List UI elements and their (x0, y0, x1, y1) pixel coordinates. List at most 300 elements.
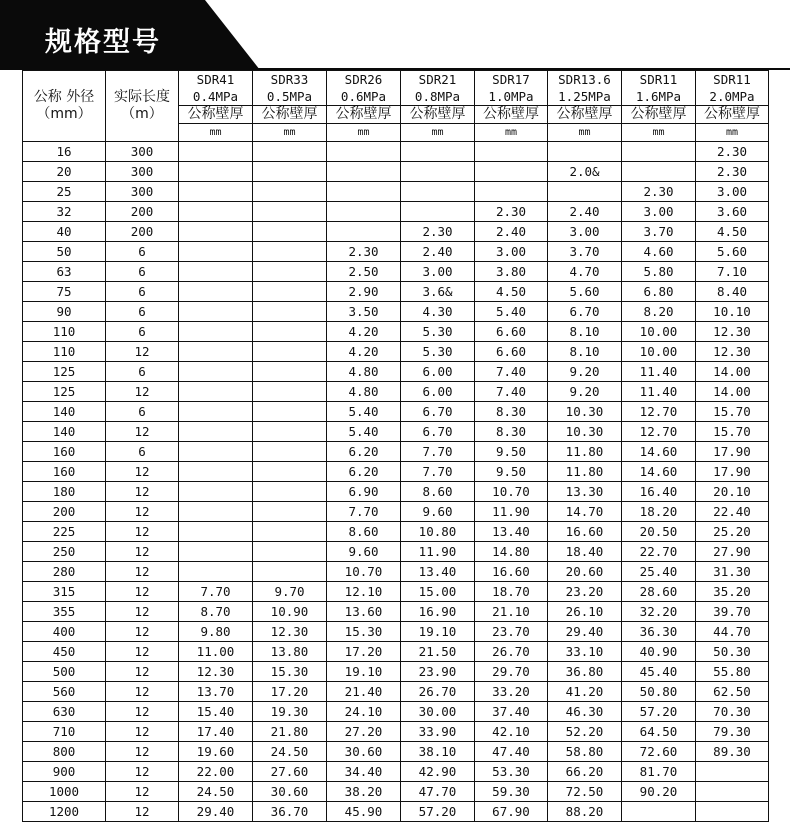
table-row (23, 722, 769, 742)
cell-sdr13-6: 41.20 (548, 682, 622, 702)
sdr-name: SDR41 (196, 72, 235, 87)
header-unit-mm: mm (475, 124, 548, 142)
cell-sdr13-6: 6.70 (548, 302, 622, 322)
table-row (23, 782, 769, 802)
sdr-name: SDR17 (492, 72, 530, 87)
cell-sdr33 (253, 522, 327, 542)
cell-sdr41: 22.00 (179, 762, 253, 782)
cell-outer-diameter: 560 (23, 682, 106, 702)
cell-sdr17: 8.30 (475, 402, 548, 422)
cell-sdr13-6: 46.30 (548, 702, 622, 722)
cell-sdr26 (327, 222, 401, 242)
header-od-unit: （mm） (36, 106, 92, 122)
cell-sdr21: 33.90 (401, 722, 475, 742)
cell-sdr11-2-0: 12.30 (696, 342, 769, 362)
cell-length: 12 (106, 802, 179, 822)
table-row (23, 282, 769, 302)
cell-sdr26: 30.60 (327, 742, 401, 762)
table-row (23, 802, 769, 822)
cell-sdr33 (253, 182, 327, 202)
cell-sdr11-2-0: 27.90 (696, 542, 769, 562)
table-row (23, 242, 769, 262)
cell-sdr11-1-6: 5.80 (622, 262, 696, 282)
cell-sdr13-6: 14.70 (548, 502, 622, 522)
cell-length: 12 (106, 422, 179, 442)
cell-sdr11-1-6: 14.60 (622, 442, 696, 462)
cell-length: 12 (106, 382, 179, 402)
cell-sdr33 (253, 462, 327, 482)
cell-sdr17: 59.30 (475, 782, 548, 802)
cell-sdr17: 26.70 (475, 642, 548, 662)
table-row (23, 362, 769, 382)
cell-sdr11-2-0: 50.30 (696, 642, 769, 662)
cell-length: 12 (106, 702, 179, 722)
cell-sdr21: 11.90 (401, 542, 475, 562)
cell-sdr11-2-0: 55.80 (696, 662, 769, 682)
sdr-pressure: 0.8MPa (414, 89, 461, 104)
cell-sdr11-1-6: 2.30 (622, 182, 696, 202)
cell-sdr21: 38.10 (401, 742, 475, 762)
cell-sdr11-2-0: 17.90 (696, 442, 769, 462)
cell-sdr21: 42.90 (401, 762, 475, 782)
cell-sdr13-6: 20.60 (548, 562, 622, 582)
cell-sdr21: 5.30 (401, 342, 475, 362)
cell-sdr41 (179, 282, 253, 302)
cell-sdr11-2-0 (696, 782, 769, 802)
cell-sdr33: 36.70 (253, 802, 327, 822)
cell-sdr26: 15.30 (327, 622, 401, 642)
cell-sdr26: 5.40 (327, 402, 401, 422)
cell-outer-diameter: 180 (23, 482, 106, 502)
table-row (23, 542, 769, 562)
cell-sdr17: 37.40 (475, 702, 548, 722)
cell-length: 12 (106, 762, 179, 782)
cell-sdr11-2-0: 17.90 (696, 462, 769, 482)
cell-outer-diameter: 50 (23, 242, 106, 262)
header-thickness-label: 公称壁厚 (696, 106, 769, 124)
cell-sdr17: 2.40 (475, 222, 548, 242)
cell-sdr21: 2.40 (401, 242, 475, 262)
cell-sdr13-6: 3.70 (548, 242, 622, 262)
cell-sdr21: 6.00 (401, 382, 475, 402)
cell-sdr13-6: 11.80 (548, 462, 622, 482)
cell-sdr33 (253, 342, 327, 362)
cell-outer-diameter: 16 (23, 142, 106, 162)
cell-sdr41 (179, 182, 253, 202)
cell-outer-diameter: 315 (23, 582, 106, 602)
cell-sdr21 (401, 162, 475, 182)
cell-sdr21: 5.30 (401, 322, 475, 342)
cell-sdr11-2-0: 5.60 (696, 242, 769, 262)
cell-sdr33 (253, 302, 327, 322)
cell-sdr41: 13.70 (179, 682, 253, 702)
cell-sdr11-1-6: 14.60 (622, 462, 696, 482)
table-row (23, 502, 769, 522)
cell-sdr11-2-0: 8.40 (696, 282, 769, 302)
table-row (23, 642, 769, 662)
header-thickness-label: 公称壁厚 (475, 106, 548, 124)
cell-sdr11-1-6: 6.80 (622, 282, 696, 302)
cell-sdr17: 7.40 (475, 362, 548, 382)
table-row (23, 422, 769, 442)
cell-sdr33: 21.80 (253, 722, 327, 742)
cell-sdr26: 6.20 (327, 442, 401, 462)
cell-outer-diameter: 250 (23, 542, 106, 562)
header-outer-diameter (23, 71, 106, 142)
cell-sdr11-1-6: 16.40 (622, 482, 696, 502)
cell-outer-diameter: 630 (23, 702, 106, 722)
cell-outer-diameter: 110 (23, 342, 106, 362)
cell-sdr17: 53.30 (475, 762, 548, 782)
cell-sdr13-6: 72.50 (548, 782, 622, 802)
header-thickness-label: 公称壁厚 (622, 106, 696, 124)
cell-sdr11-1-6: 10.00 (622, 342, 696, 362)
cell-sdr41 (179, 302, 253, 322)
cell-outer-diameter: 160 (23, 442, 106, 462)
cell-sdr21: 7.70 (401, 442, 475, 462)
sdr-name: SDR26 (344, 72, 383, 87)
table-row (23, 762, 769, 782)
cell-outer-diameter: 160 (23, 462, 106, 482)
cell-sdr33 (253, 422, 327, 442)
cell-sdr41: 12.30 (179, 662, 253, 682)
cell-sdr13-6: 18.40 (548, 542, 622, 562)
cell-sdr21: 47.70 (401, 782, 475, 802)
table-row (23, 262, 769, 282)
sdr-name: SDR11 (639, 72, 678, 87)
cell-length: 6 (106, 302, 179, 322)
cell-sdr33 (253, 222, 327, 242)
cell-sdr11-2-0: 14.00 (696, 382, 769, 402)
header-actual-length (106, 71, 179, 142)
cell-sdr11-1-6: 28.60 (622, 582, 696, 602)
cell-sdr17: 6.60 (475, 322, 548, 342)
cell-outer-diameter: 75 (23, 282, 106, 302)
cell-sdr21: 3.00 (401, 262, 475, 282)
header-unit-mm: mm (327, 124, 401, 142)
cell-sdr21: 10.80 (401, 522, 475, 542)
cell-length: 12 (106, 642, 179, 662)
cell-sdr17: 21.10 (475, 602, 548, 622)
cell-sdr11-1-6: 22.70 (622, 542, 696, 562)
cell-sdr21 (401, 202, 475, 222)
cell-sdr13-6: 66.20 (548, 762, 622, 782)
header-sdr-col (475, 71, 548, 106)
cell-sdr11-1-6: 90.20 (622, 782, 696, 802)
cell-length: 6 (106, 282, 179, 302)
cell-sdr33 (253, 162, 327, 182)
cell-sdr33 (253, 482, 327, 502)
cell-length: 12 (106, 682, 179, 702)
cell-outer-diameter: 110 (23, 322, 106, 342)
table-row (23, 562, 769, 582)
cell-sdr11-1-6: 3.70 (622, 222, 696, 242)
table-row (23, 342, 769, 362)
cell-outer-diameter: 280 (23, 562, 106, 582)
cell-outer-diameter: 40 (23, 222, 106, 242)
cell-sdr17: 47.40 (475, 742, 548, 762)
cell-sdr17: 2.30 (475, 202, 548, 222)
table-row (23, 302, 769, 322)
cell-sdr17: 13.40 (475, 522, 548, 542)
cell-sdr26: 4.80 (327, 362, 401, 382)
cell-sdr26: 38.20 (327, 782, 401, 802)
cell-sdr17: 11.90 (475, 502, 548, 522)
header-sdr-col (696, 71, 769, 106)
sdr-name: SDR33 (270, 72, 309, 87)
cell-sdr26 (327, 162, 401, 182)
header-unit-mm: mm (548, 124, 622, 142)
cell-sdr17: 23.70 (475, 622, 548, 642)
cell-sdr17 (475, 142, 548, 162)
cell-sdr21: 2.30 (401, 222, 475, 242)
cell-sdr26: 6.20 (327, 462, 401, 482)
cell-sdr13-6: 10.30 (548, 402, 622, 422)
cell-sdr21: 9.60 (401, 502, 475, 522)
header-unit-mm: mm (696, 124, 769, 142)
cell-outer-diameter: 800 (23, 742, 106, 762)
header-thickness-label: 公称壁厚 (401, 106, 475, 124)
cell-sdr21: 57.20 (401, 802, 475, 822)
header-thickness-label: 公称壁厚 (327, 106, 401, 124)
cell-sdr41 (179, 262, 253, 282)
table-row (23, 222, 769, 242)
cell-sdr21: 6.70 (401, 422, 475, 442)
table-row (23, 402, 769, 422)
sdr-pressure: 0.4MPa (192, 89, 239, 104)
cell-length: 12 (106, 662, 179, 682)
cell-sdr11-1-6: 25.40 (622, 562, 696, 582)
header-od-label: 公称 外径 (33, 89, 95, 105)
cell-sdr33: 12.30 (253, 622, 327, 642)
table-row (23, 662, 769, 682)
cell-sdr21: 30.00 (401, 702, 475, 722)
cell-sdr33 (253, 402, 327, 422)
cell-sdr17: 7.40 (475, 382, 548, 402)
header-unit-mm: mm (253, 124, 327, 142)
cell-sdr17: 18.70 (475, 582, 548, 602)
cell-outer-diameter: 500 (23, 662, 106, 682)
cell-length: 12 (106, 562, 179, 582)
cell-outer-diameter: 125 (23, 382, 106, 402)
cell-sdr17: 42.10 (475, 722, 548, 742)
cell-outer-diameter: 400 (23, 622, 106, 642)
cell-sdr33 (253, 142, 327, 162)
cell-length: 300 (106, 162, 179, 182)
table-row (23, 442, 769, 462)
cell-sdr26: 2.90 (327, 282, 401, 302)
header-unit-mm: mm (622, 124, 696, 142)
cell-outer-diameter: 1200 (23, 802, 106, 822)
cell-sdr11-1-6: 72.60 (622, 742, 696, 762)
table-row (23, 602, 769, 622)
cell-sdr41 (179, 142, 253, 162)
cell-sdr11-1-6: 11.40 (622, 382, 696, 402)
cell-sdr26: 12.10 (327, 582, 401, 602)
cell-outer-diameter: 140 (23, 422, 106, 442)
cell-sdr41: 15.40 (179, 702, 253, 722)
header-thickness-label: 公称壁厚 (548, 106, 622, 124)
cell-sdr17: 14.80 (475, 542, 548, 562)
cell-sdr17: 10.70 (475, 482, 548, 502)
cell-outer-diameter: 900 (23, 762, 106, 782)
cell-sdr26: 8.60 (327, 522, 401, 542)
cell-sdr26: 24.10 (327, 702, 401, 722)
cell-sdr13-6: 13.30 (548, 482, 622, 502)
cell-sdr17 (475, 182, 548, 202)
cell-sdr33 (253, 502, 327, 522)
cell-sdr26 (327, 142, 401, 162)
cell-length: 12 (106, 502, 179, 522)
cell-outer-diameter: 140 (23, 402, 106, 422)
cell-sdr11-1-6: 36.30 (622, 622, 696, 642)
sdr-name: SDR13.6 (558, 72, 611, 87)
table-row (23, 682, 769, 702)
cell-sdr33: 10.90 (253, 602, 327, 622)
cell-sdr11-2-0: 7.10 (696, 262, 769, 282)
cell-sdr13-6: 29.40 (548, 622, 622, 642)
cell-sdr41 (179, 202, 253, 222)
header-row-sdr (23, 71, 769, 106)
cell-sdr33: 17.20 (253, 682, 327, 702)
cell-sdr13-6: 52.20 (548, 722, 622, 742)
sdr-pressure: 0.6MPa (340, 89, 387, 104)
cell-outer-diameter: 225 (23, 522, 106, 542)
cell-sdr13-6: 10.30 (548, 422, 622, 442)
cell-outer-diameter: 710 (23, 722, 106, 742)
cell-sdr41 (179, 162, 253, 182)
header-unit-mm: mm (179, 124, 253, 142)
cell-sdr13-6: 26.10 (548, 602, 622, 622)
cell-sdr13-6 (548, 182, 622, 202)
cell-sdr26: 13.60 (327, 602, 401, 622)
cell-sdr41 (179, 362, 253, 382)
cell-sdr11-1-6: 40.90 (622, 642, 696, 662)
cell-sdr11-1-6: 4.60 (622, 242, 696, 262)
cell-sdr41 (179, 442, 253, 462)
header-unit-mm: mm (401, 124, 475, 142)
cell-length: 6 (106, 242, 179, 262)
cell-sdr33 (253, 562, 327, 582)
table-row (23, 182, 769, 202)
cell-sdr13-6: 16.60 (548, 522, 622, 542)
cell-sdr21: 13.40 (401, 562, 475, 582)
cell-sdr33 (253, 442, 327, 462)
cell-sdr11-2-0: 22.40 (696, 502, 769, 522)
cell-sdr41: 24.50 (179, 782, 253, 802)
cell-sdr21: 8.60 (401, 482, 475, 502)
cell-length: 12 (106, 722, 179, 742)
cell-sdr33 (253, 382, 327, 402)
cell-sdr41: 8.70 (179, 602, 253, 622)
header-sdr-col (179, 71, 253, 106)
cell-sdr41 (179, 522, 253, 542)
header-sdr-col (622, 71, 696, 106)
cell-sdr11-1-6 (622, 802, 696, 822)
table-row (23, 482, 769, 502)
header-sdr-col (548, 71, 622, 106)
cell-sdr13-6: 8.10 (548, 342, 622, 362)
cell-sdr26: 17.20 (327, 642, 401, 662)
cell-sdr11-2-0: 25.20 (696, 522, 769, 542)
cell-length: 6 (106, 362, 179, 382)
sdr-name: SDR21 (418, 72, 457, 87)
cell-sdr11-2-0: 89.30 (696, 742, 769, 762)
header-thickness-label: 公称壁厚 (179, 106, 253, 124)
cell-sdr26: 6.90 (327, 482, 401, 502)
cell-sdr11-2-0 (696, 762, 769, 782)
table-row (23, 322, 769, 342)
page-title: 规格型号 (45, 27, 161, 58)
cell-sdr21 (401, 142, 475, 162)
cell-sdr17: 9.50 (475, 442, 548, 462)
cell-sdr41 (179, 462, 253, 482)
cell-length: 300 (106, 182, 179, 202)
cell-sdr41 (179, 242, 253, 262)
cell-sdr26: 4.20 (327, 342, 401, 362)
cell-sdr33 (253, 362, 327, 382)
cell-sdr11-1-6: 57.20 (622, 702, 696, 722)
cell-sdr13-6: 5.60 (548, 282, 622, 302)
cell-sdr26: 4.20 (327, 322, 401, 342)
cell-outer-diameter: 355 (23, 602, 106, 622)
cell-sdr13-6: 36.80 (548, 662, 622, 682)
cell-sdr11-1-6: 18.20 (622, 502, 696, 522)
cell-sdr33: 19.30 (253, 702, 327, 722)
cell-sdr41 (179, 542, 253, 562)
cell-length: 12 (106, 522, 179, 542)
table-row (23, 582, 769, 602)
cell-sdr33: 27.60 (253, 762, 327, 782)
cell-sdr13-6: 9.20 (548, 382, 622, 402)
sdr-pressure: 1.25MPa (558, 89, 611, 104)
cell-sdr17: 33.20 (475, 682, 548, 702)
header-len-label: 实际长度 (114, 89, 170, 105)
cell-sdr33: 9.70 (253, 582, 327, 602)
cell-sdr11-2-0: 2.30 (696, 162, 769, 182)
cell-sdr33 (253, 542, 327, 562)
cell-sdr41 (179, 502, 253, 522)
cell-sdr11-2-0: 31.30 (696, 562, 769, 582)
cell-sdr26 (327, 202, 401, 222)
cell-sdr21: 19.10 (401, 622, 475, 642)
cell-sdr11-2-0: 70.30 (696, 702, 769, 722)
cell-sdr11-2-0: 4.50 (696, 222, 769, 242)
sdr-pressure: 0.5MPa (266, 89, 313, 104)
cell-sdr11-1-6: 32.20 (622, 602, 696, 622)
cell-sdr13-6 (548, 142, 622, 162)
cell-sdr11-1-6: 12.70 (622, 422, 696, 442)
cell-sdr33 (253, 322, 327, 342)
cell-outer-diameter: 63 (23, 262, 106, 282)
cell-length: 300 (106, 142, 179, 162)
cell-outer-diameter: 200 (23, 502, 106, 522)
cell-sdr17: 9.50 (475, 462, 548, 482)
cell-sdr17: 16.60 (475, 562, 548, 582)
spec-table (22, 70, 769, 822)
cell-sdr21: 3.6& (401, 282, 475, 302)
cell-sdr33 (253, 202, 327, 222)
cell-sdr11-2-0: 2.30 (696, 142, 769, 162)
cell-outer-diameter: 20 (23, 162, 106, 182)
table-row (23, 742, 769, 762)
header-sdr-col (327, 71, 401, 106)
cell-sdr13-6: 23.20 (548, 582, 622, 602)
cell-sdr11-2-0: 12.30 (696, 322, 769, 342)
cell-sdr11-1-6: 12.70 (622, 402, 696, 422)
cell-length: 200 (106, 222, 179, 242)
cell-outer-diameter: 90 (23, 302, 106, 322)
